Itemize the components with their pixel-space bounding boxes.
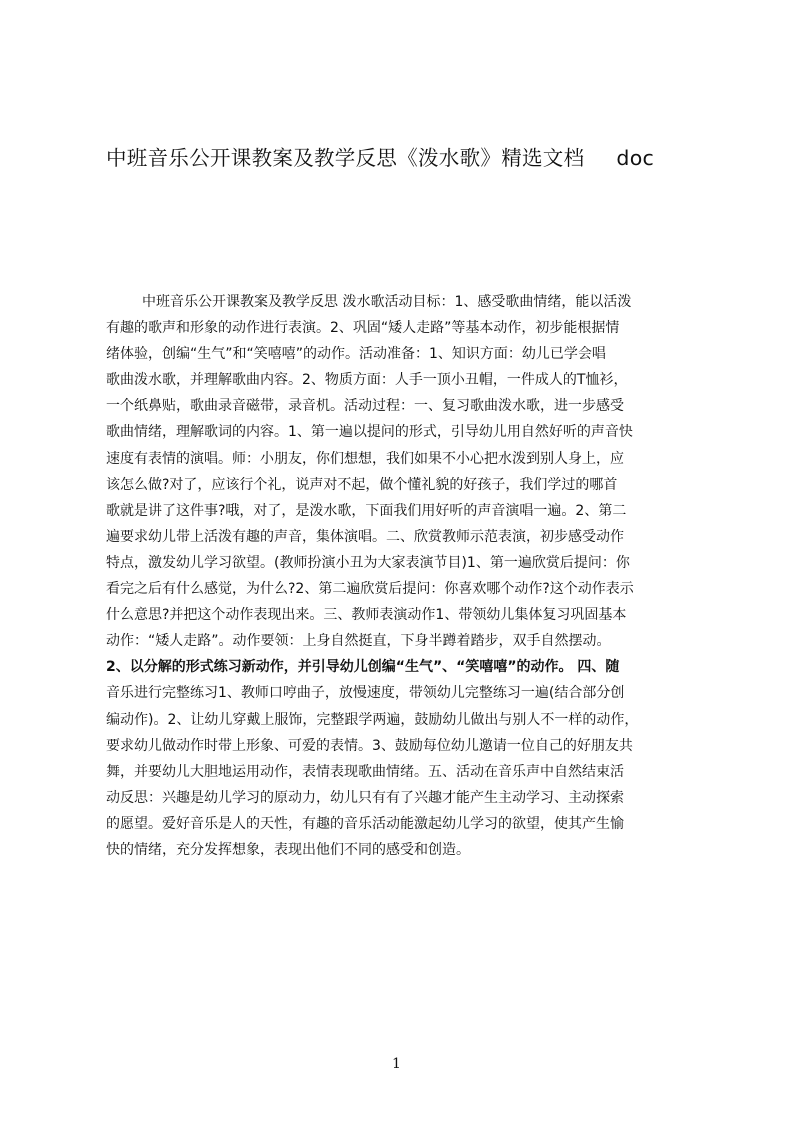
document-title <box>106 144 698 176</box>
body-line: 歌就是讲了这件事?哦，对了，是泼水歌，下面我们用好听的声音演唱一遍。2、第二 <box>106 502 627 519</box>
body-line: 要求幼儿做动作时带上形象、可爱的表情。3、鼓励每位幼儿邀请一位自己的好朋友共 <box>106 737 633 754</box>
body-line: 什么意思?并把这个动作表现出来。三、教师表演动作1、带领幼儿集体复习巩固基本 <box>106 607 627 624</box>
body-line: 动作：“矮人走路”。动作要领：上身自然挺直，下身半蹲着踏步，双手自然摆动。 <box>106 633 611 650</box>
body-line: 速度有表情的演唱。师：小朋友，你们想想，我们如果不小心把水泼到别人身上，应 <box>106 450 624 467</box>
body-line: 看完之后有什么感觉，为什么?2、第二遍欣赏后提问：你喜欢哪个动作?这个动作表示 <box>106 581 634 598</box>
document-body <box>106 289 698 879</box>
body-line: 一个纸鼻贴，歌曲录音磁带，录音机。活动过程：一、复习歌曲泼水歌，进一步感受 <box>106 398 624 415</box>
body-line: 特点，激发幼儿学习欲望。(教师扮演小丑为大家表演节目)1、第一遍欣赏后提问：你 <box>106 554 630 571</box>
body-line: 有趣的歌声和形象的动作进行表演。2、巩固“矮人走路”等基本动作，初步能根据情 <box>106 320 620 337</box>
body-line: 歌曲泼水歌，并理解歌曲内容。2、物质方面：人手一顶小丑帽，一件成人的T恤衫， <box>106 372 628 389</box>
document-title-suffix: doc <box>616 146 655 170</box>
body-line: 动反思：兴趣是幼儿学习的原动力，幼儿只有有了兴趣才能产生主动学习、主动探索 <box>106 789 624 806</box>
body-line: 该怎么做?对了，应该行个礼，说声对不起，做个懂礼貌的好孩子，我们学过的哪首 <box>106 476 618 493</box>
body-line: 音乐进行完整练习1、教师口哼曲子，放慢速度，带领幼儿完整练习一遍(结合部分创 <box>106 685 625 702</box>
body-line: 舞，并要幼儿大胆地运用动作，表情表现歌曲情绪。五、活动在音乐声中自然结束活 <box>106 763 624 780</box>
page-number: 1 <box>392 1056 401 1072</box>
body-line: 编动作)。2、让幼儿穿戴上服饰，完整跟学两遍，鼓励幼儿做出与别人不一样的动作， <box>106 711 639 728</box>
body-line: 中班音乐公开课教案及教学反思 泼水歌活动目标：1、感受歌曲情绪，能以活泼 <box>142 294 632 310</box>
document-title-text: 中班音乐公开课教案及教学反思《泼水歌》精选文档 <box>106 146 585 170</box>
body-line: 的愿望。爱好音乐是人的天性，有趣的音乐活动能激起幼儿学习的欲望，使其产生愉 <box>106 815 624 832</box>
body-line: 遍要求幼儿带上活泼有趣的声音，集体演唱。二、欣赏教师示范表演，初步感受动作 <box>106 528 624 545</box>
body-line: 歌曲情绪，理解歌词的内容。1、第一遍以提问的形式，引导幼儿用自然好听的声音快 <box>106 424 633 441</box>
body-line: 2、以分解的形式练习新动作，并引导幼儿创编“生气”、“笑嘻嘻”的动作。 四、随 <box>106 659 620 676</box>
body-line: 快的情绪，充分发挥想象，表现出他们不同的感受和创造。 <box>106 841 470 858</box>
body-line: 绪体验，创编“生气”和“笑嘻嘻”的动作。活动准备：1、知识方面：幼儿已学会唱 <box>106 346 606 363</box>
